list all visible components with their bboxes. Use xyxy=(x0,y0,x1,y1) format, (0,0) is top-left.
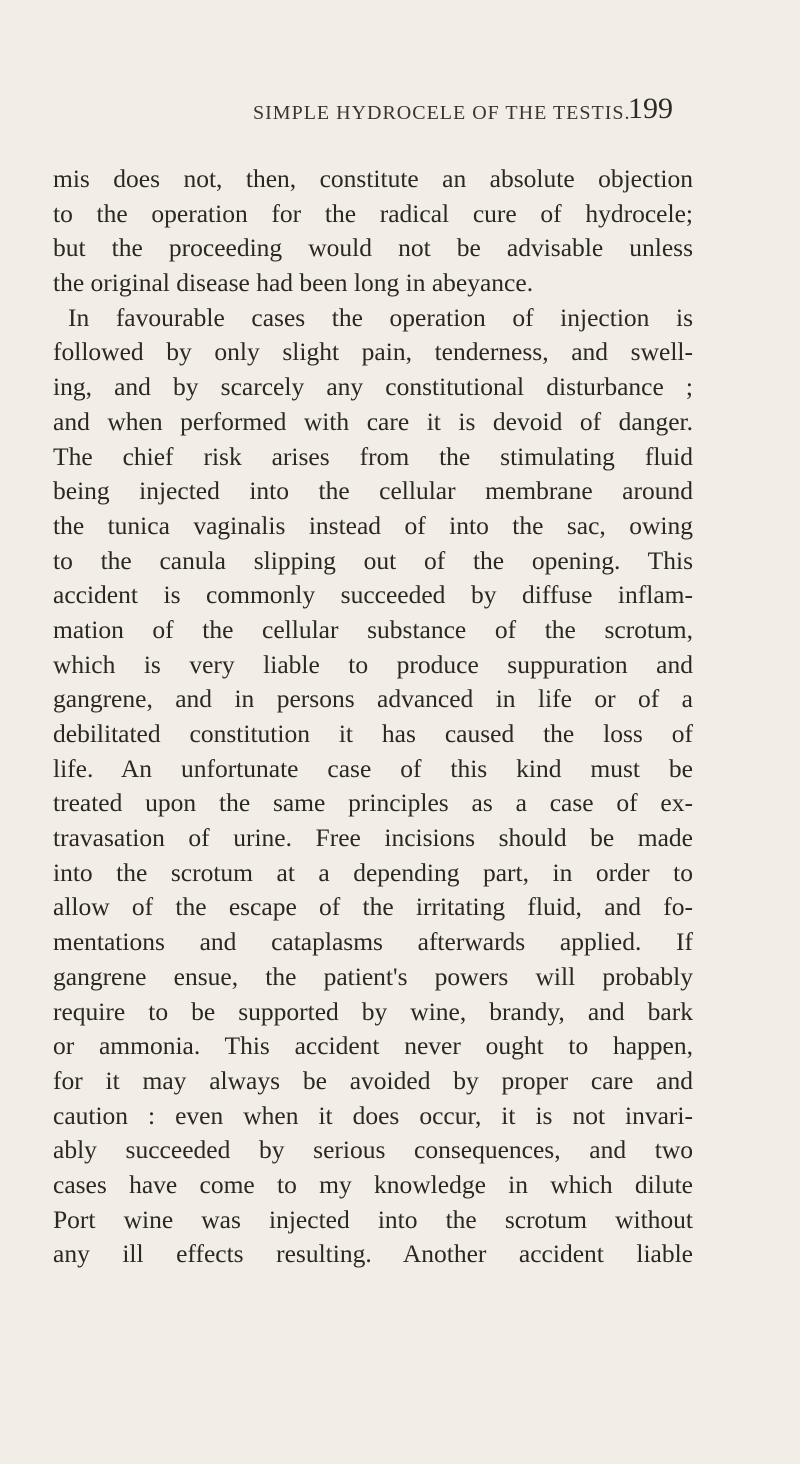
text-line: life. An unfortunate case of this kind must be xyxy=(53,753,693,783)
text-line: ing, and by scarcely any constitutional disturbance ; xyxy=(53,372,693,402)
text-line: ably succeeded by serious consequences, and two xyxy=(53,1135,693,1165)
text-line: mentations and cataplasms afterwards applied. If xyxy=(53,927,693,957)
text-line: mis does not, then, constitute an absolute objection xyxy=(53,164,693,193)
text-line: mation of the cellular substance of the scrotum, xyxy=(53,614,693,644)
text-line: The chief risk arises from the stimulating fluid xyxy=(53,441,693,471)
text-line: accident is commonly succeeded by diffuse inflam- xyxy=(53,580,693,610)
text-line: which is very liable to produce suppuration and xyxy=(53,649,693,679)
text-line: to the canula slipping out of the opening. This xyxy=(53,545,693,575)
text-line: being injected into the cellular membrane around xyxy=(53,476,693,506)
text-line: In favourable cases the operation of injection is xyxy=(68,302,693,332)
text-line: allow of the escape of the irritating fluid, and fo- xyxy=(53,892,693,922)
page-number: 199 xyxy=(628,92,673,125)
text-line: and when performed with care it is devoid of danger. xyxy=(53,406,693,436)
text-line: require to be supported by wine, brandy, and bark xyxy=(53,996,693,1026)
text-line: the original disease had been long in abeyance. xyxy=(53,268,534,298)
text-line: Port wine was injected into the scrotum without xyxy=(53,1204,693,1234)
text-line: treated upon the same principles as a case of ex- xyxy=(53,788,693,818)
text-line: travasation of urine. Free incisions should be made xyxy=(53,823,693,853)
text-line: cases have come to my knowledge in which dilute xyxy=(53,1169,693,1199)
text-line: for it may always be avoided by proper care and xyxy=(53,1065,693,1095)
text-line: gangrene ensue, the patient's powers will probably xyxy=(53,961,693,991)
text-line: into the scrotum at a depending part, in order to xyxy=(53,857,693,887)
text-line: gangrene, and in persons advanced in life or of a xyxy=(53,684,693,714)
text-line: the tunica vaginalis instead of into the sac, owing xyxy=(53,510,693,540)
text-line: but the proceeding would not be advisable unless xyxy=(53,233,693,263)
running-title: SIMPLE HYDROCELE OF THE TESTIS. xyxy=(253,102,631,124)
text-line: any ill effects resulting. Another accident liable xyxy=(53,1239,693,1269)
text-line: caution : even when it does occur, it is not invari- xyxy=(53,1100,693,1130)
body-text xyxy=(53,162,693,1272)
text-line: or ammonia. This accident never ought to happen, xyxy=(53,1031,693,1061)
text-line: followed by only slight pain, tenderness, and swell- xyxy=(53,337,693,367)
text-line: to the operation for the radical cure of hydrocele; xyxy=(53,198,693,228)
text-line: debilitated constitution it has caused the loss of xyxy=(53,719,693,748)
